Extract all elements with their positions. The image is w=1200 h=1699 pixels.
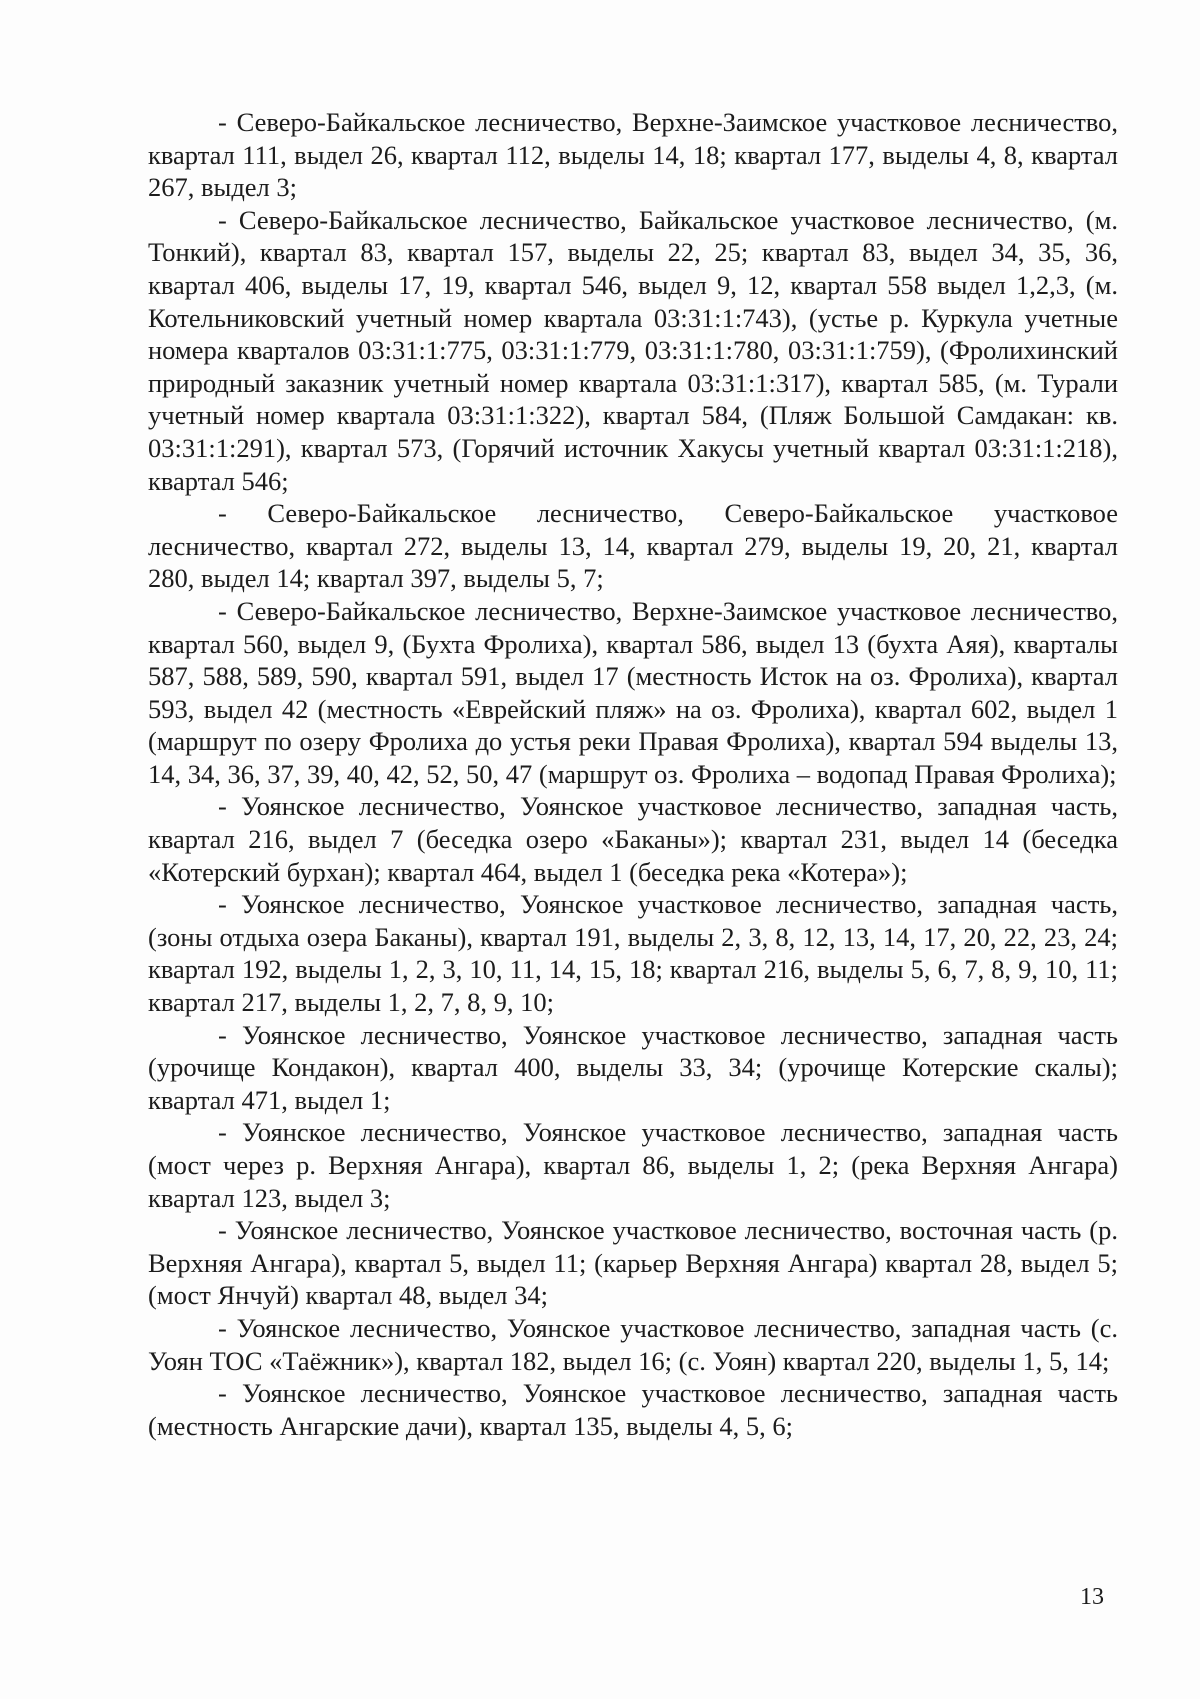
paragraph-11: - Уоянское лесничество, Уоянское участковое лесничество, западная часть (местность Ангарские дачи), квартал 135, выделы 4, 5, 6; (148, 1378, 1118, 1441)
paragraph-6: - Уоянское лесничество, Уоянское участковое лесничество, западная часть, (зоны отдыха озера Баканы), квартал 191, выделы 2, 3, 8, 12, 13, 14, 17, 20, 22, 23, 24; квартал 192, выделы 1, 2, 3, 10, 11, 14, 15, 18; квартал 216, выделы 5, 6, 7, 8, 9, 10, 11; квартал 217, выделы 1, 2, 7, 8, 9, 10; (148, 889, 1118, 1018)
paragraph-1: - Северо-Байкальское лесничество, Верхне-Заимское участковое лесничество, квартал 111, выдел 26, квартал 112, выделы 14, 18; квартал 177, выделы 4, 8, квартал 267, выдел 3; (148, 107, 1118, 203)
paragraph-7: - Уоянское лесничество, Уоянское участковое лесничество, западная часть (урочище Кондакон), квартал 400, выделы 33, 34; (урочище Котерские скалы); квартал 471, выдел 1; (148, 1019, 1118, 1115)
document-body (148, 106, 1118, 1442)
paragraph-9: - Уоянское лесничество, Уоянское участковое лесничество, восточная часть (р. Верхняя Ангара), квартал 5, выдел 11; (карьер Верхняя Ангара) квартал 28, выдел 5; (мост Янчуй) квартал 48, выдел 34; (148, 1215, 1118, 1311)
paragraph-10: - Уоянское лесничество, Уоянское участковое лесничество, западная часть (с. Уоян ТОС «Таёжник»), квартал 182, выдел 16; (с. Уоян) квартал 220, выделы 1, 5, 14; (148, 1312, 1118, 1376)
page-number: 13 (1080, 1584, 1104, 1610)
paragraph-8: - Уоянское лесничество, Уоянское участковое лесничество, западная часть (мост через р. Верхняя Ангара), квартал 86, выделы 1, 2; (река Верхняя Ангара) квартал 123, выдел 3; (148, 1117, 1118, 1213)
paragraph-3: - Северо-Байкальское лесничество, Северо-Байкальское участковое лесничество, квартал 272, выделы 13, 14, квартал 279, выделы 19, 20, 21, квартал 280, выдел 14; квартал 397, выделы 5, 7; (148, 498, 1118, 594)
paragraph-4: - Северо-Байкальское лесничество, Верхне-Заимское участковое лесничество, квартал 560, выдел 9, (Бухта Фролиха), квартал 586, выдел 13 (бухта Аяя), кварталы 587, 588, 589, 590, квартал 591, выдел 17 (местность Исток на оз. Фролиха), квартал 593, выдел 42 (местность «Еврейский пляж» на оз. Фролиха), квартал 602, выдел 1 (маршрут по озеру Фролиха до устья реки Правая Фролиха), квартал 594 выделы 13, 14, 34, 36, 37, 39, 40, 42, 52, 50, 47 (маршрут оз. Фролиха – водопад Правая Фролиха); (148, 595, 1118, 789)
paragraph-5: - Уоянское лесничество, Уоянское участковое лесничество, западная часть, квартал 216, выдел 7 (беседка озеро «Баканы»); квартал 231, выдел 14 (беседка «Котерский бурхан); квартал 464, выдел 1 (беседка река «Котера»); (148, 791, 1118, 887)
paragraph-2: - Северо-Байкальское лесничество, Байкальское участковое лесничество, (м. Тонкий), квартал 83, квартал 157, выделы 22, 25; квартал 83, выдел 34, 35, 36, квартал 406, выделы 17, 19, квартал 546, выдел 9, 12, квартал 558 выдел 1,2,3, (м. Котельниковский учетный номер квартала 03:31:1:743), (устье р. Куркула учетные номера кварталов 03:31:1:775, 03:31:1:779, 03:31:1:780, 03:31:1:759), (Фролихинский природный заказник учетный номер квартала 03:31:1:317), квартал 585, (м. Турали учетный номер квартала 03:31:1:322), квартал 584, (Пляж Большой Самдакан: кв. 03:31:1:291), квартал 573, (Горячий источник Хакусы учетный квартал 03:31:1:218), квартал 546; (148, 204, 1118, 496)
